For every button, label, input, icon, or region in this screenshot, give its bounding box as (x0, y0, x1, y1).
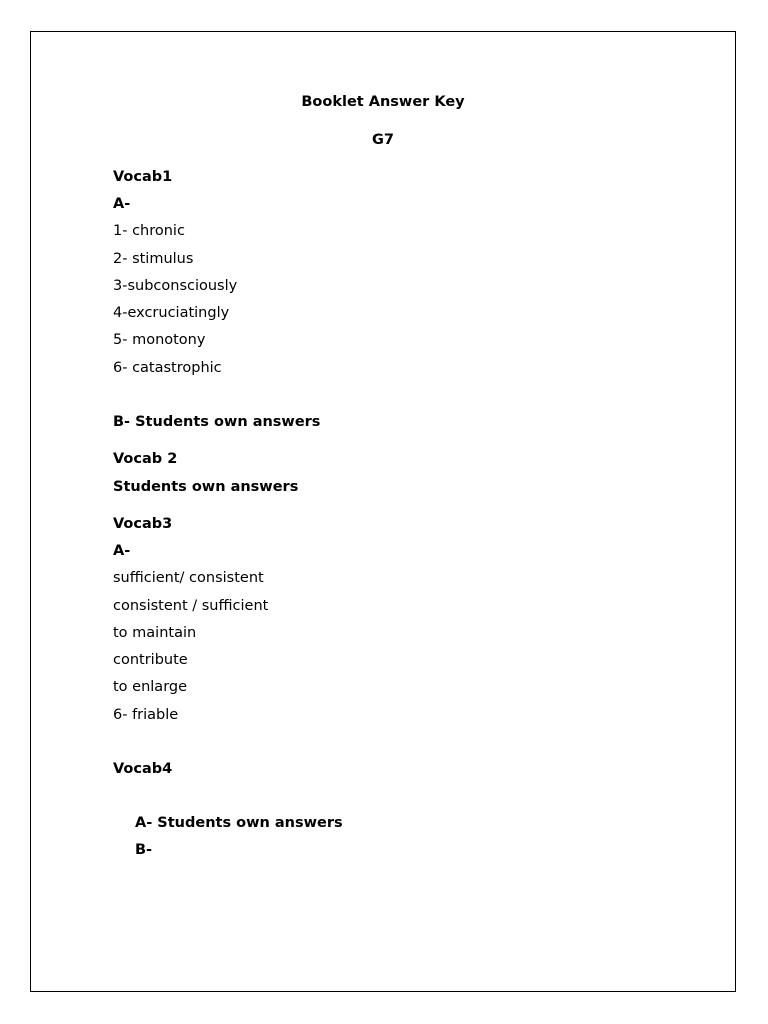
vocab1-answer: 4-excruciatingly (113, 305, 230, 321)
vocab1-part-b: B- Students own answers (113, 414, 321, 430)
document-page (30, 31, 736, 992)
vocab2-note: Students own answers (113, 479, 299, 495)
vocab3-answer: to enlarge (113, 679, 188, 695)
vocab3-part-a-label: A- (113, 543, 131, 559)
vocab1-part-a-label: A- (113, 196, 131, 212)
vocab3-answer: to maintain (113, 625, 197, 641)
vocab1-answer: 5- monotony (113, 332, 206, 348)
grade-label: G7 (372, 132, 394, 148)
page-title: Booklet Answer Key (301, 94, 465, 110)
vocab3-answer: sufficient/ consistent (113, 570, 264, 586)
vocab4-part-b-label: B- (135, 842, 153, 858)
vocab1-answer: 1- chronic (113, 223, 185, 239)
vocab3-answer: consistent / sufficient (113, 598, 269, 614)
vocab1-heading: Vocab1 (113, 169, 173, 185)
vocab1-answer: 3-subconsciously (113, 278, 238, 294)
vocab1-answer: 6- catastrophic (113, 360, 222, 376)
vocab4-heading: Vocab4 (113, 761, 173, 777)
vocab2-heading: Vocab 2 (113, 451, 178, 467)
vocab3-heading: Vocab3 (113, 516, 173, 532)
vocab3-answer: 6- friable (113, 707, 179, 723)
vocab4-part-a: A- Students own answers (135, 815, 343, 831)
vocab3-answer: contribute (113, 652, 188, 668)
vocab1-answer: 2- stimulus (113, 251, 194, 267)
